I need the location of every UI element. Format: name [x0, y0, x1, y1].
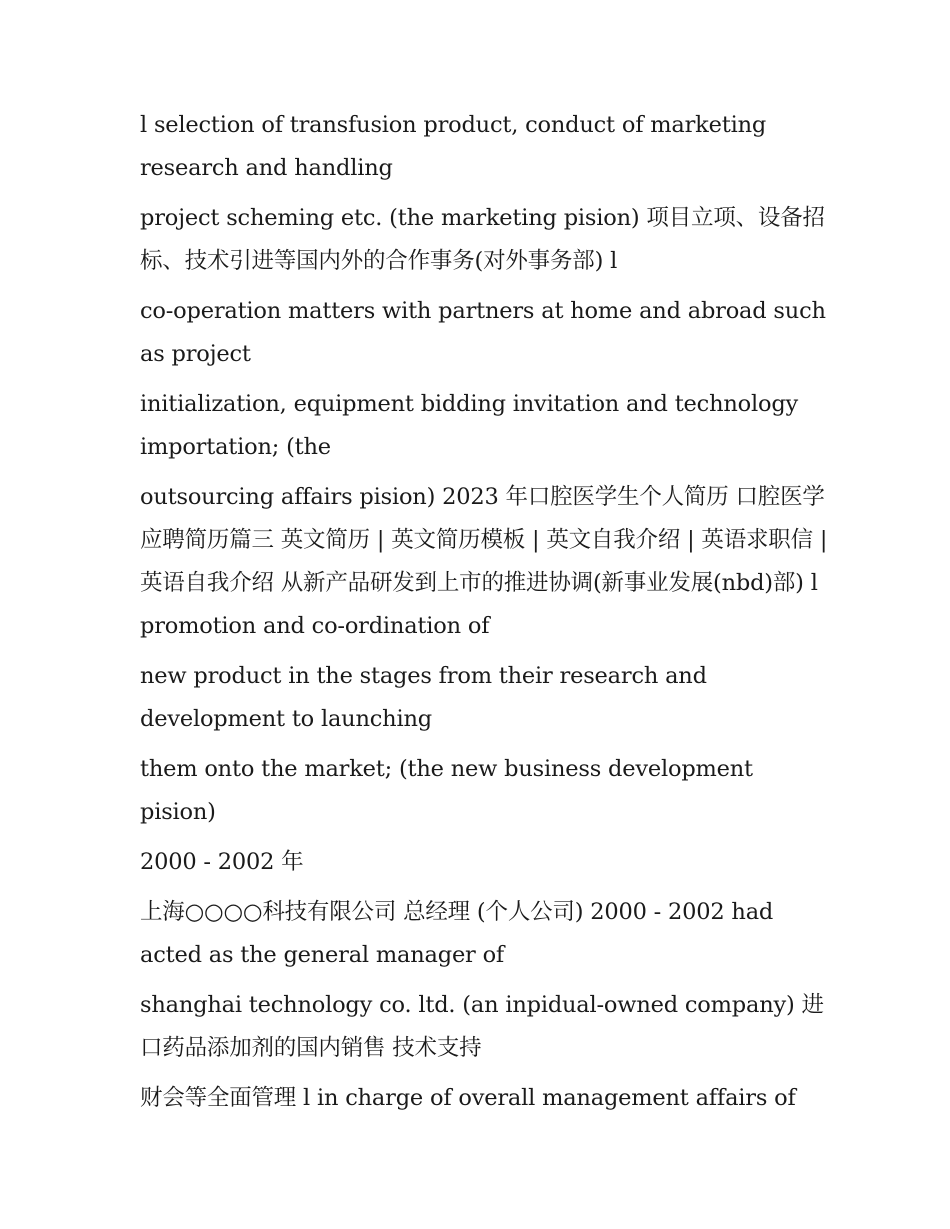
paragraph: shanghai technology co. ltd. (an inpidual-owned company) 进口药品添加剂的国内销售 技术支持: [140, 992, 824, 1061]
paragraph: l selection of transfusion product, conduct of marketing research and handling: [140, 112, 767, 181]
paragraph: outsourcing affairs pision) 2023 年口腔医学生个人简历 口腔医学应聘简历篇三 英文简历 | 英文简历模板 | 英文自我介绍 | 英语求职信 | 英语自我介绍 从新产品研发到上市的推进协调(新事业发展(nbd)部) l promotion and co-ordination of: [140, 484, 828, 639]
document-body: [140, 104, 830, 1127]
paragraph: 上海○○○○科技有限公司 总经理 (个人公司) 2000 - 2002 had acted as the general manager of: [140, 899, 774, 968]
paragraph: 财会等全面管理 l in charge of overall management affairs of: [140, 1085, 796, 1111]
paragraph: co-operation matters with partners at home and abroad such as project: [140, 298, 826, 367]
paragraph: project scheming etc. (the marketing pision) 项目立项、设备招标、技术引进等国内外的合作事务(对外事务部) l: [140, 205, 825, 274]
paragraph: them onto the market; (the new business development pision): [140, 756, 753, 825]
paragraph: 2000 - 2002 年: [140, 849, 304, 875]
paragraph: new product in the stages from their research and development to launching: [140, 663, 707, 732]
paragraph: initialization, equipment bidding invitation and technology importation; (the: [140, 391, 799, 460]
